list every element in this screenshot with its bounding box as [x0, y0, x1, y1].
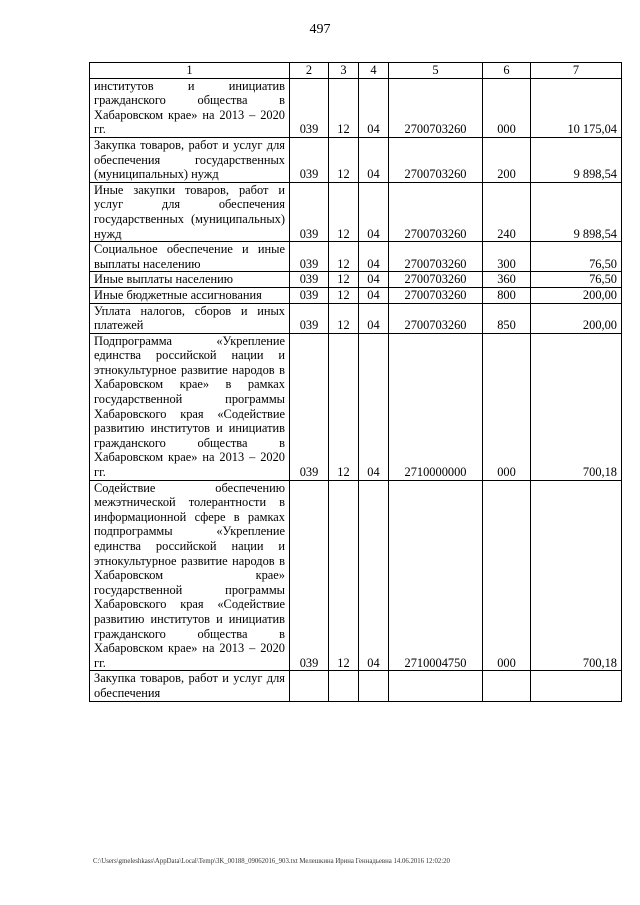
table-header-row: [90, 63, 622, 79]
document-footer: C:\Users\gmeleshkass\AppData\Local\Temp\3K_00188_09062016_903.txt Мелешкина Ирина Геннадьевна 14.06.2016 12:02:20: [93, 858, 450, 865]
cell-amount: 10 175,04: [531, 78, 622, 137]
cell-amount: 9 898,54: [531, 182, 622, 241]
cell-subsection: 04: [359, 242, 389, 272]
cell-amount: 76,50: [531, 272, 622, 288]
cell-target: 2700703260: [389, 182, 483, 241]
cell-target: 2700703260: [389, 78, 483, 137]
cell-code: 039: [290, 480, 329, 671]
table-row: [90, 78, 622, 137]
cell-expense-type: 000: [483, 480, 531, 671]
cell-code: 039: [290, 78, 329, 137]
cell-expense-type: [483, 671, 531, 701]
cell-target: 2700703260: [389, 287, 483, 303]
table-row: [90, 287, 622, 303]
cell-subsection: 04: [359, 287, 389, 303]
column-header: 3: [329, 63, 359, 79]
column-header: 4: [359, 63, 389, 79]
cell-target: 2700703260: [389, 303, 483, 333]
column-header: 2: [290, 63, 329, 79]
cell-section: 12: [329, 137, 359, 182]
cell-subsection: [359, 671, 389, 701]
cell-target: 2700703260: [389, 272, 483, 288]
cell-section: 12: [329, 480, 359, 671]
cell-expense-type: 000: [483, 78, 531, 137]
row-name: Социальное обеспечение и иные выплаты населению: [90, 242, 290, 272]
cell-expense-type: 000: [483, 333, 531, 480]
row-name: Закупка товаров, работ и услуг для обеспечения государственных (муниципальных) нужд: [90, 137, 290, 182]
cell-amount: 200,00: [531, 287, 622, 303]
table-row: [90, 242, 622, 272]
cell-amount: 200,00: [531, 303, 622, 333]
cell-section: 12: [329, 303, 359, 333]
cell-subsection: 04: [359, 78, 389, 137]
cell-code: 039: [290, 182, 329, 241]
table-row: [90, 137, 622, 182]
cell-subsection: 04: [359, 333, 389, 480]
page-number: 497: [309, 22, 331, 37]
column-header: 6: [483, 63, 531, 79]
cell-subsection: 04: [359, 272, 389, 288]
cell-expense-type: 200: [483, 137, 531, 182]
cell-section: 12: [329, 78, 359, 137]
cell-expense-type: 300: [483, 242, 531, 272]
table-row: [90, 333, 622, 480]
cell-amount: 700,18: [531, 480, 622, 671]
cell-target: [389, 671, 483, 701]
column-header: 7: [531, 63, 622, 79]
table-row: [90, 480, 622, 671]
cell-code: 039: [290, 137, 329, 182]
cell-subsection: 04: [359, 480, 389, 671]
cell-subsection: 04: [359, 303, 389, 333]
cell-section: 12: [329, 182, 359, 241]
cell-section: [329, 671, 359, 701]
row-name: Подпрограмма «Укрепление единства российской нации и этнокультурное развитие народов в Хабаровском крае» в рамках государственной программы Хабаровского края «Содействие развитию институтов и инициатив гражданского общества в Хабаровском крае» на 2013 – 2020 гг.: [90, 333, 290, 480]
cell-code: 039: [290, 303, 329, 333]
cell-code: 039: [290, 242, 329, 272]
cell-section: 12: [329, 272, 359, 288]
row-name: Иные закупки товаров, работ и услуг для обеспечения государственных (муниципальных) нужд: [90, 182, 290, 241]
column-header: 1: [90, 63, 290, 79]
cell-target: 2710004750: [389, 480, 483, 671]
cell-expense-type: 800: [483, 287, 531, 303]
column-header: 5: [389, 63, 483, 79]
cell-target: 2700703260: [389, 137, 483, 182]
cell-expense-type: 240: [483, 182, 531, 241]
cell-subsection: 04: [359, 137, 389, 182]
cell-section: 12: [329, 333, 359, 480]
cell-section: 12: [329, 242, 359, 272]
cell-amount: 9 898,54: [531, 137, 622, 182]
cell-code: [290, 671, 329, 701]
table-row: [90, 303, 622, 333]
cell-target: 2700703260: [389, 242, 483, 272]
row-name: Содействие обеспечению межэтнической толерантности в информационной сфере в рамках подпрограммы «Укрепление единства российской нации и этнокультурное развитие народов в Хабаровском крае» государственной программы Хабаровского края «Содействие развитию институтов и инициатив гражданского общества в Хабаровском крае» на 2013 – 2020 гг.: [90, 480, 290, 671]
row-name: Закупка товаров, работ и услуг для обеспечения: [90, 671, 290, 701]
table-row: [90, 671, 622, 701]
cell-amount: 76,50: [531, 242, 622, 272]
cell-expense-type: 360: [483, 272, 531, 288]
cell-amount: 700,18: [531, 333, 622, 480]
cell-code: 039: [290, 287, 329, 303]
row-name: Иные бюджетные ассигнования: [90, 287, 290, 303]
table-row: [90, 272, 622, 288]
row-name: Иные выплаты населению: [90, 272, 290, 288]
cell-section: 12: [329, 287, 359, 303]
cell-amount: [531, 671, 622, 701]
cell-expense-type: 850: [483, 303, 531, 333]
cell-subsection: 04: [359, 182, 389, 241]
cell-target: 2710000000: [389, 333, 483, 480]
budget-table: [89, 62, 622, 702]
cell-code: 039: [290, 272, 329, 288]
table-row: [90, 182, 622, 241]
row-name: институтов и инициатив гражданского общества в Хабаровском крае» на 2013 – 2020 гг.: [90, 78, 290, 137]
cell-code: 039: [290, 333, 329, 480]
row-name: Уплата налогов, сборов и иных платежей: [90, 303, 290, 333]
